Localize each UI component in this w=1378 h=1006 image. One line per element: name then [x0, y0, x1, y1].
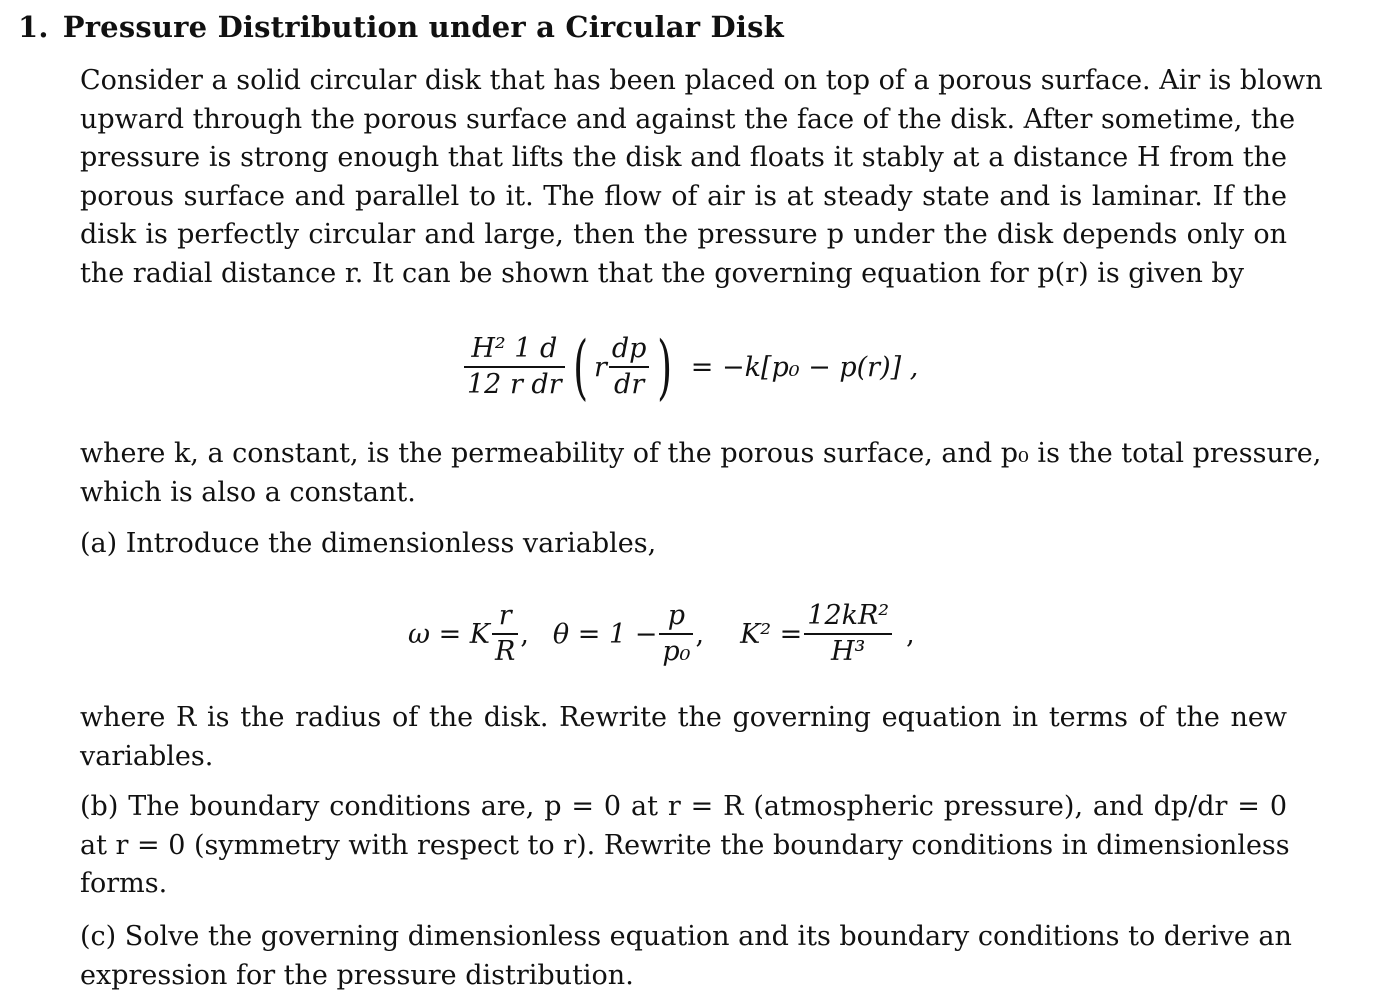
section-number: 1. — [18, 10, 49, 44]
section-heading — [18, 10, 784, 44]
part-c-text — [80, 918, 1292, 995]
inner-r: r — [593, 351, 607, 383]
intro-paragraph — [80, 62, 1323, 293]
omega-fraction: $\frac{r}{R}$ — [492, 599, 518, 669]
text-line: porous surface and parallel to it. The flow of air is at steady state and is laminar. If the — [80, 180, 1287, 212]
governing-equation: $\frac{\text{H² 1 d}}{\text{12 r dr}}$ ( r $\frac{dp}{dr}$ ) = −k[p₀ − p(r)] , — [462, 322, 918, 412]
omega-lhs: ω = K — [408, 618, 490, 650]
K-lhs: K² = — [740, 618, 803, 650]
equation-coefficient — [464, 332, 565, 402]
text-line: (a) Introduce the dimensionless variables, — [80, 528, 657, 559]
text-line: expression for the pressure distribution. — [80, 959, 634, 991]
text-line: which is also a constant. — [80, 476, 416, 508]
part-a-intro — [80, 525, 1287, 564]
dimensionless-variables: ω = K $\frac{r}{R}$ , θ = 1 − $\frac{p}{\text{p₀}}$ , K² = $\frac{\text{12kR²}}{\text{H³}}$ , — [408, 600, 915, 667]
text-line: variables. — [80, 740, 214, 772]
theta-fraction: $\frac{p}{\text{p₀}}$ — [659, 599, 693, 669]
deriv-numerator: dp — [611, 333, 647, 365]
text-line: pressure is strong enough that lifts the disk and floats it stably at a distance H from the — [80, 142, 1287, 173]
derivative-dp-dr — [609, 332, 650, 402]
deriv-denominator: dr — [614, 368, 645, 400]
part-a-text — [80, 699, 1287, 776]
text-line: where R is the radius of the disk. Rewrite the governing equation in terms of the new — [80, 702, 1287, 733]
text-line: where k, a constant, is the permeability of the porous surface, and p₀ is the total pressure, — [80, 438, 1322, 469]
theta-lhs: θ = 1 − — [552, 618, 658, 650]
permeability-paragraph — [80, 435, 1322, 512]
text-line: the radial distance r. It can be shown that the governing equation for p(r) is given by — [80, 257, 1244, 289]
text-line: (c) Solve the governing dimensionless equation and its boundary conditions to derive an — [80, 921, 1292, 952]
K-fraction: $\frac{\text{12kR²}}{\text{H³}}$ — [804, 599, 892, 669]
section-title: Pressure Distribution under a Circular Disk — [62, 10, 784, 44]
text-line: forms. — [80, 868, 168, 899]
coef-denominator: 12 r dr — [467, 368, 562, 400]
text-line: Consider a solid circular disk that has been placed on top of a porous surface. Air is blown — [80, 65, 1323, 96]
text-line: disk is perfectly circular and large, then the pressure p under the disk depends only on — [80, 219, 1287, 250]
coef-numerator: H² 1 d — [471, 333, 558, 365]
text-line: upward through the porous surface and against the face of the disk. After sometime, the — [80, 103, 1296, 135]
text-line: at r = 0 (symmetry with respect to r). Rewrite the boundary conditions in dimensionless — [80, 829, 1290, 861]
equation-rhs: = −k[p₀ − p(r)] , — [690, 351, 919, 383]
part-b-text — [80, 788, 1290, 904]
text-line: (b) The boundary conditions are, p = 0 at r = R (atmospheric pressure), and dp/dr = 0 — [80, 791, 1287, 822]
